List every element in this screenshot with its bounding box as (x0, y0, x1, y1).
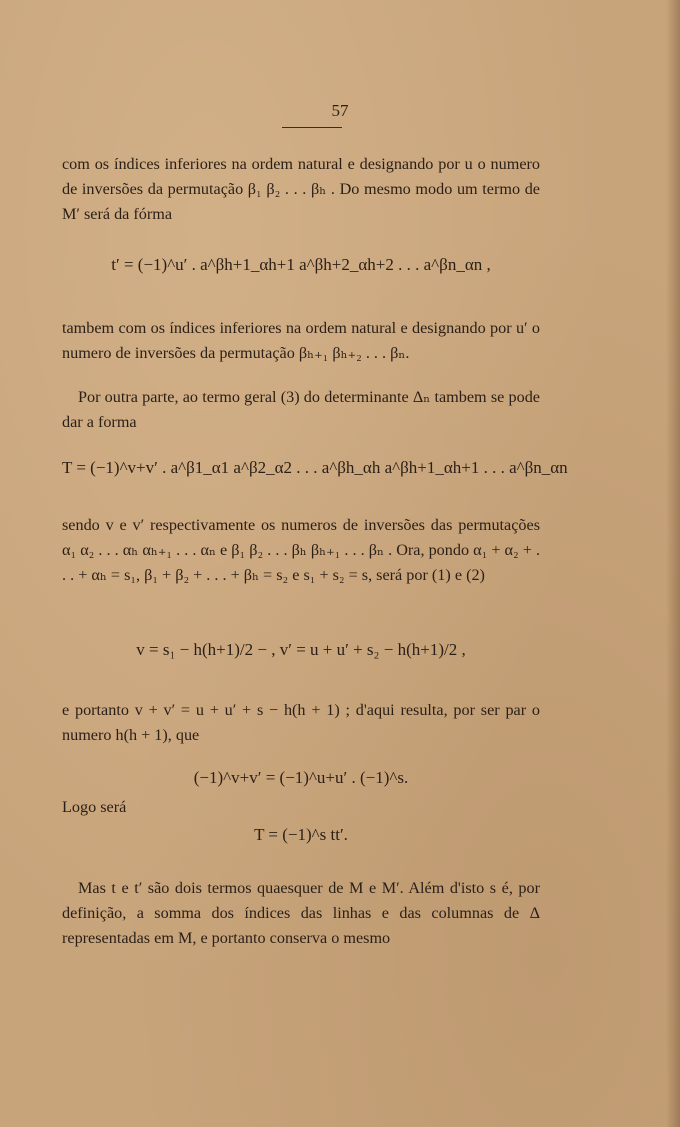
page-edge-shadow (666, 0, 680, 1127)
formula-sign: (−1)^v+v′ = (−1)^u+u′ . (−1)^s. (193, 768, 409, 787)
formula-t-prime: t′ = (−1)^u′ . a^βh+1_αh+1 a^βh+2_αh+2 . . . a^βn_αn , (111, 255, 491, 274)
paragraph-1: com os índices inferiores na ordem natural e designando por u o numero de inversões da permutação β₁ β₂ . . . βₕ . Do mesmo modo um termo de M′ será da fórma (62, 155, 540, 223)
paragraph-7: Mas t e t′ são dois termos quaesquer de M e M′. Além d'isto s é, por definição, a somma dos índices das linhas e das columnas de Δ representadas em M, e portanto conserva o mesmo (62, 879, 540, 947)
paragraph-6: Logo será (62, 798, 127, 816)
page-number: 57 (331, 101, 349, 120)
paragraph-4: sendo v e v′ respectivamente os numeros de inversões das permutações α₁ α₂ . . . αₕ αₕ₊₁ . . . αₙ e β₁ β₂ . . . βₕ βₕ₊₁ . . . βₙ . Ora, pondo α₁ + α₂ + . . . + αₕ = s₁, β₁ + β₂ + . . . + βₕ = s₂ e s₁ + s₂ = s, será por (1) e (2) (62, 516, 540, 584)
paragraph-2: tambem com os índices inferiores na ordem natural e designando por u′ o numero de inversões da permutação βₕ₊₁ βₕ₊₂ . . . βₙ. (62, 319, 540, 362)
formula-T: T = (−1)^v+v′ . a^β1_α1 a^β2_α2 . . . a^βh_αh a^βh+1_αh+1 . . . a^βn_αn (62, 458, 568, 477)
paragraph-5: e portanto v + v′ = u + u′ + s − h(h + 1) ; d'aqui resulta, por ser par o numero h(h + 1), que (62, 701, 540, 744)
formula-v: v = s₁ − h(h+1)/2 − , v′ = u + u′ + s₂ − h(h+1)/2 , (136, 640, 466, 659)
formula-result: T = (−1)^s tt′. (254, 825, 348, 844)
header-rule (282, 127, 342, 128)
paragraph-3: Por outra parte, ao termo geral (3) do determinante Δₙ tambem se pode dar a forma (62, 388, 540, 431)
